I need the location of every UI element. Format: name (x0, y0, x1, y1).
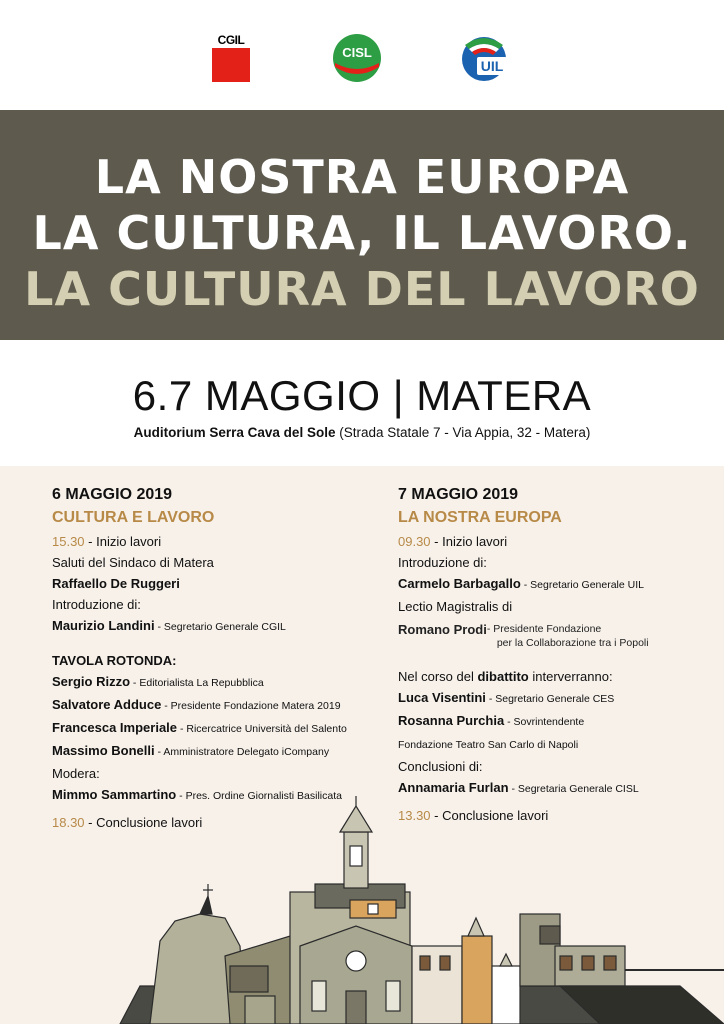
day1-start-time: 15.30 (52, 534, 85, 549)
panel-name: Francesca Imperiale (52, 720, 178, 735)
day1-date: 6 MAGGIO 2019 (52, 486, 173, 503)
day2-end-time: 13.30 (398, 808, 431, 823)
day1-greetings: Saluti del Sindaco di Matera (52, 555, 214, 570)
day2-debate-post: interverranno: (528, 669, 613, 684)
day2-start-label: - Inizio lavori (430, 534, 508, 549)
uil-logo (455, 33, 513, 83)
day2-speaker1 (398, 687, 724, 710)
banner-title-line-1: LA NOSTRA EUROPA (94, 150, 630, 204)
panel-item (52, 717, 392, 740)
day2-intro-label: Introduzione di: (398, 555, 487, 570)
day2-speaker2 (398, 710, 724, 733)
cgil-logo (212, 33, 250, 83)
event-dates: 6.7 MAGGIO (132, 372, 381, 419)
day2-speaker2-role-2: Fondazione Teatro San Carlo di Napoli (398, 739, 579, 751)
day2-end-label: - Conclusione lavori (430, 808, 549, 823)
logo-bar (0, 0, 724, 110)
day1-intro-role: - Segretario Generale CGIL (154, 621, 286, 633)
day2-date: 7 MAGGIO 2019 (398, 486, 519, 503)
day1-intro-label: Introduzione di: (52, 597, 141, 612)
panel-role: - Ricercatrice Università del Salento (177, 723, 347, 735)
day1-start-label: - Inizio lavori (84, 534, 162, 549)
day2-lectio-role-2: per la Collaborazione tra i Popoli (496, 637, 649, 649)
day2-lectio-name: Romano Prodi (398, 622, 487, 637)
day2-debate-pre: Nel corso del (398, 669, 478, 684)
event-city: MATERA (416, 372, 592, 419)
day1-mayor: Raffaello De Ruggeri (52, 576, 180, 591)
day2-topic: LA NOSTRA EUROPA (398, 509, 562, 526)
cisl-logo (332, 33, 382, 83)
day1-topic: CULTURA E LAVORO (52, 509, 215, 526)
day1-intro-name: Maurizio Landini (52, 618, 155, 633)
day2-conclusions-name: Annamaria Furlan (398, 780, 509, 795)
day1-end-label: - Conclusione lavori (84, 815, 203, 830)
banner-title-line-2: LA CULTURA, IL LAVORO. (32, 206, 692, 260)
day2-lectio (398, 619, 724, 650)
title-banner (0, 110, 724, 340)
day2-intro-role: - Segretario Generale UIL (520, 579, 644, 591)
day2-lectio-role-1: - Presidente Fondazione (486, 623, 602, 635)
panel-name: Salvatore Adduce (52, 697, 162, 712)
day2-intro (398, 573, 724, 596)
matera-skyline-illustration (0, 796, 724, 1024)
venue-address: (Strada Statale 7 - Via Appia, 32 - Matera) (339, 425, 591, 440)
day2-conclusions-role: - Segretaria Generale CISL (508, 783, 639, 795)
day2-column (398, 484, 724, 826)
day1-round-table: TAVOLA ROTONDA: (52, 653, 177, 668)
panel-role: - Editorialista La Repubblica (130, 677, 264, 689)
panel-role: - Amministratore Delegato iCompany (154, 746, 330, 758)
uil-logo-text: UIL (480, 58, 504, 74)
day1-moderator-name: Mimmo Sammartino (52, 787, 177, 802)
venue-name: Auditorium Serra Cava del Sole (133, 425, 336, 440)
day1-moderator-label: Modera: (52, 766, 100, 781)
day2-conclusions-label: Conclusioni di: (398, 759, 483, 774)
day2-speaker1-role: - Segretario Generale CES (485, 693, 615, 705)
day2-debate (398, 666, 724, 687)
event-venue (0, 425, 724, 440)
panel-item (52, 671, 392, 694)
panel-item (52, 740, 392, 763)
day2-speaker2-name: Rosanna Purchia (398, 713, 505, 728)
day2-start-time: 09.30 (398, 534, 431, 549)
day2-start (398, 531, 724, 552)
date-separator: | (392, 372, 405, 419)
day2-lectio-label: Lectio Magistralis di (398, 599, 513, 614)
panel-name: Massimo Bonelli (52, 743, 155, 758)
day1-intro (52, 615, 392, 638)
day1-end-time: 18.30 (52, 815, 85, 830)
banner-title-line-3: LA CULTURA DEL LAVORO (24, 262, 700, 316)
cisl-logo-text: CISL (342, 45, 372, 60)
cgil-logo-text: CGIL (217, 33, 245, 47)
panel-item (52, 694, 392, 717)
day1-moderator-role: - Pres. Ordine Giornalisti Basilicata (176, 790, 342, 802)
day2-intro-name: Carmelo Barbagallo (398, 576, 521, 591)
day2-speaker2-role: - Sovrintendente (504, 716, 585, 728)
day2-debate-bold: dibattito (477, 669, 529, 684)
cgil-red-square (212, 48, 250, 82)
event-date-city (0, 372, 724, 420)
day1-column (52, 484, 392, 833)
day1-start (52, 531, 392, 552)
panel-name: Sergio Rizzo (52, 674, 131, 689)
panel-role: - Presidente Fondazione Matera 2019 (161, 700, 341, 712)
day2-speaker1-name: Luca Visentini (398, 690, 486, 705)
